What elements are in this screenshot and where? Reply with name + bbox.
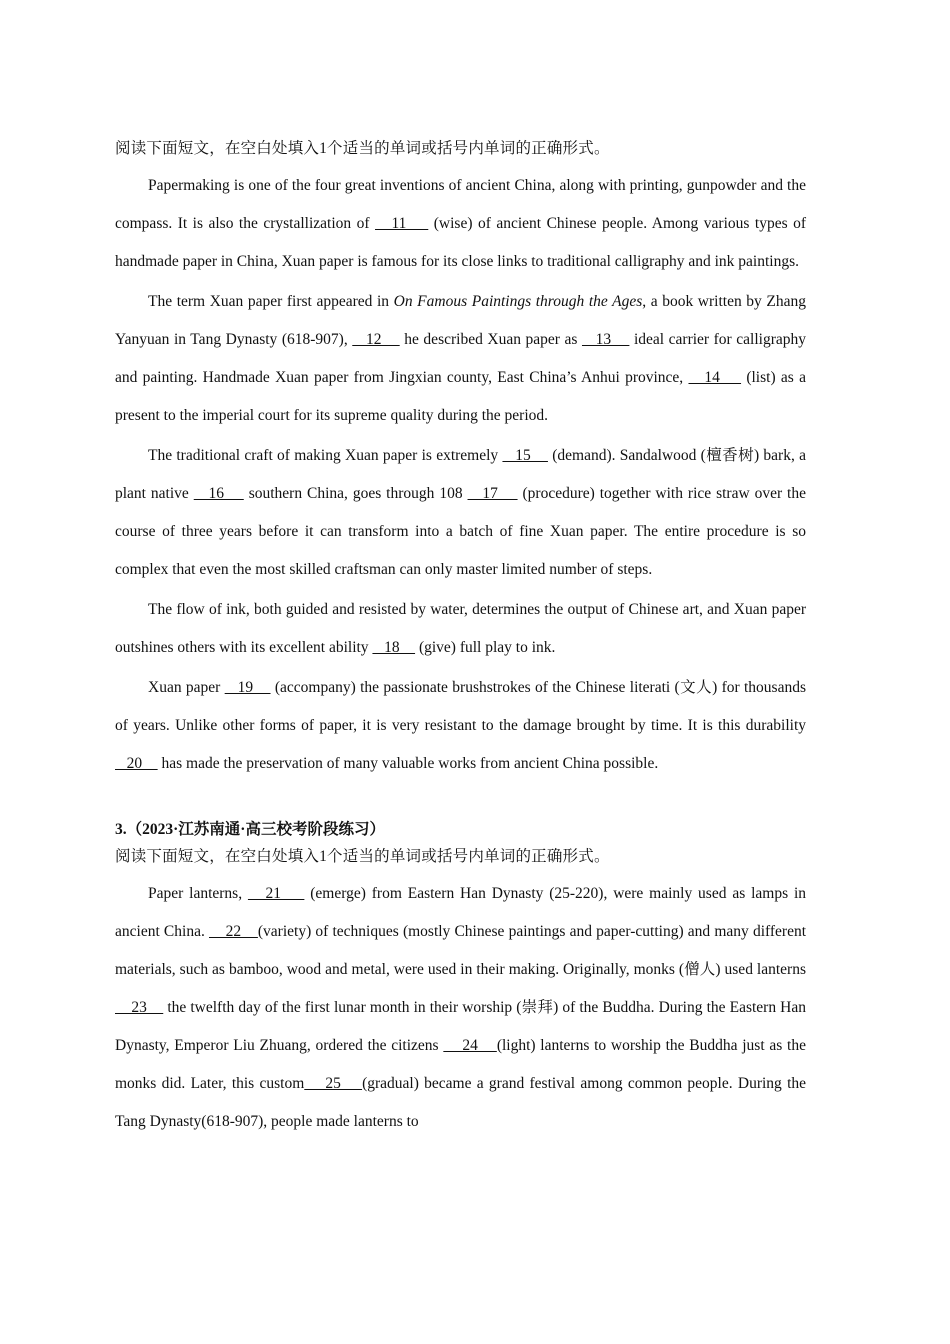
question-heading: 3.（2023·江苏南通·高三校考阶段练习） bbox=[115, 821, 385, 838]
paragraph bbox=[115, 437, 806, 589]
blank-15: 15 bbox=[502, 447, 548, 464]
text-run: ideal carrier for calligraphy and painting. Handmade Xuan paper from Jingxian county, East China’s Anhui province, bbox=[115, 331, 806, 386]
text-run: The flow of ink, both guided and resisted by water, determines the output of Chinese art, and Xuan paper outshines others with its excellent ability bbox=[115, 601, 806, 656]
blank-20: 20 bbox=[115, 755, 158, 772]
paragraph bbox=[115, 283, 806, 435]
text-run: Paper lanterns, bbox=[148, 885, 248, 902]
instruction-text: 阅读下面短文，在空白处填入1个适当的单词或括号内单词的正确形式。 bbox=[115, 140, 610, 157]
blank-18: 18 bbox=[372, 639, 416, 656]
blank-24: 24 bbox=[443, 1037, 497, 1054]
text-run: has made the preservation of many valuable works from ancient China possible. bbox=[157, 755, 659, 772]
blank-21: 21 bbox=[247, 885, 305, 902]
blank-11: 11 bbox=[375, 215, 429, 232]
text-run: Xuan paper bbox=[148, 679, 225, 696]
paragraph bbox=[115, 167, 806, 281]
text-run: The traditional craft of making Xuan paper is extremely bbox=[148, 447, 503, 464]
paragraph bbox=[115, 875, 806, 1141]
document-page bbox=[115, 133, 806, 1143]
blank-19: 19 bbox=[224, 679, 271, 696]
text-run: (gradual) became a grand festival among common people. During the Tang Dynasty(618-907), people made lanterns to bbox=[115, 1075, 807, 1130]
text-run: southern China, goes through 108 bbox=[243, 485, 468, 502]
text-run: (emerge) from Eastern Han Dynasty (25-220), were mainly used as lamps in ancient China. bbox=[115, 885, 807, 940]
text-run: (list) as a present to the imperial court for its supreme quality during the period. bbox=[115, 369, 806, 424]
blank-14: 14 bbox=[688, 369, 742, 386]
text-run: (accompany) the passionate brushstrokes of the Chinese literati (文人) for thousands of years. Unlike other forms of paper, it is very resistant to the damage brought by time. It is this durability bbox=[115, 679, 807, 734]
text-run: (variety) of techniques (mostly Chinese paintings and paper-cutting) and many different materials, such as bamboo, wood and metal, were used in their making. Originally, monks (僧人) used lanterns bbox=[115, 923, 807, 978]
blank-16: 16 bbox=[193, 485, 244, 502]
text-run: (give) full play to ink. bbox=[415, 639, 556, 656]
blank-25: 25 bbox=[304, 1075, 363, 1092]
text-run: The term Xuan paper first appeared in bbox=[148, 293, 394, 310]
blank-12: 12 bbox=[352, 331, 400, 348]
blank-17: 17 bbox=[467, 485, 518, 502]
text-run: (procedure) together with rice straw over the course of three years before it can transform into a batch of fine Xuan paper. The entire procedure is so complex that even the most skilled craftsman can only master limited number of steps. bbox=[115, 485, 806, 578]
blank-23: 23 bbox=[115, 999, 164, 1016]
text-run: , a book written by Zhang Yanyuan in Tang Dynasty (618-907), bbox=[115, 293, 806, 348]
book-title: On Famous Paintings through the Ages bbox=[393, 293, 643, 310]
blank-13: 13 bbox=[581, 331, 630, 348]
paragraph bbox=[115, 591, 806, 667]
text-run: (wise) of ancient Chinese people. Among various types of handmade paper in China, Xuan paper is famous for its close links to traditional calligraphy and ink paintings. bbox=[115, 215, 806, 270]
text-run: (light) lanterns to worship the Buddha just as the monks did. Later, this custom bbox=[115, 1037, 806, 1092]
text-run: he described Xuan paper as bbox=[399, 331, 582, 348]
paragraph bbox=[115, 669, 806, 783]
blank-22: 22 bbox=[209, 923, 258, 940]
text-run: Papermaking is one of the four great inventions of ancient China, along with printing, gunpowder and the compass. It is also the crystallization of bbox=[115, 177, 806, 232]
text-run: (demand). Sandalwood (檀香树) bark, a plant native bbox=[115, 447, 806, 502]
instruction-text: 阅读下面短文，在空白处填入1个适当的单词或括号内单词的正确形式。 bbox=[115, 848, 610, 865]
text-run: the twelfth day of the first lunar month in their worship (崇拜) of the Buddha. During the Eastern Han Dynasty, Emperor Liu Zhuang, ordered the citizens bbox=[115, 999, 806, 1054]
